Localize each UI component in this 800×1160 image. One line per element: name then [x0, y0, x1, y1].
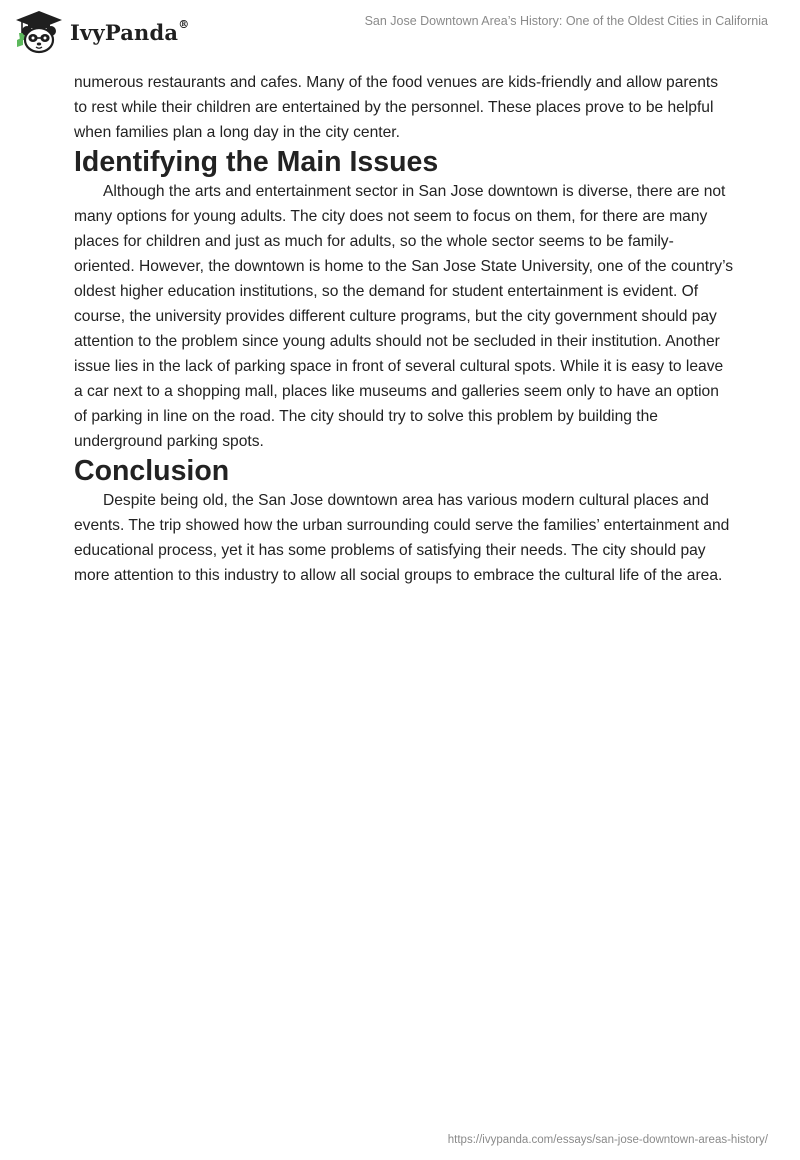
page-header: [0, 0, 800, 62]
ivypanda-logo[interactable]: [14, 8, 189, 56]
intro-paragraph: numerous restaurants and cafes. Many of the food venues are kids-friendly and allow parents to rest while their children are entertained by the personnel. These places prove to be helpful when families plan a long day in the city center.: [74, 74, 719, 141]
issues-paragraph: Although the arts and entertainment sector in San Jose downtown is diverse, there are not many options for young adults. The city does not seem to focus on them, for there are many places for children and just as much for adults, so the whole sector seems to be family-oriented. However, the downtown is home to the San Jose State University, one of the country’s oldest higher education institutions, so the demand for student entertainment is evident. Of course, the university provides different culture programs, but the city government should pay attention to the problem since young adults should not be secluded in their institution. Another issue lies in the lack of parking space in front of several cultural spots. While it is easy to leave a car next to a shopping mall, places like museums and galleries seem only to have an option of parking in line on the road. The city should try to solve this problem by building the underground parking spots.: [74, 183, 734, 450]
issues-heading: Identifying the Main Issues: [74, 146, 439, 178]
conclusion-heading: Conclusion: [74, 455, 230, 487]
panda-graduate-icon: [14, 9, 64, 55]
logo-wordmark: IvyPanda®: [70, 17, 190, 45]
conclusion-paragraph: Despite being old, the San Jose downtown area has various modern cultural places and events. The trip showed how the urban surrounding could serve the families’ entertainment and educational process, yet it has some problems of satisfying their needs. The city should pay more attention to this industry to allow all social groups to embrace the cultural life of the area.: [74, 492, 730, 584]
essay-content: [74, 70, 734, 588]
document-title: San Jose Downtown Area’s History: One of the Oldest Cities in California: [364, 14, 768, 28]
source-url-link[interactable]: https://ivypanda.com/essays/san-jose-downtown-areas-history/: [447, 1134, 768, 1146]
